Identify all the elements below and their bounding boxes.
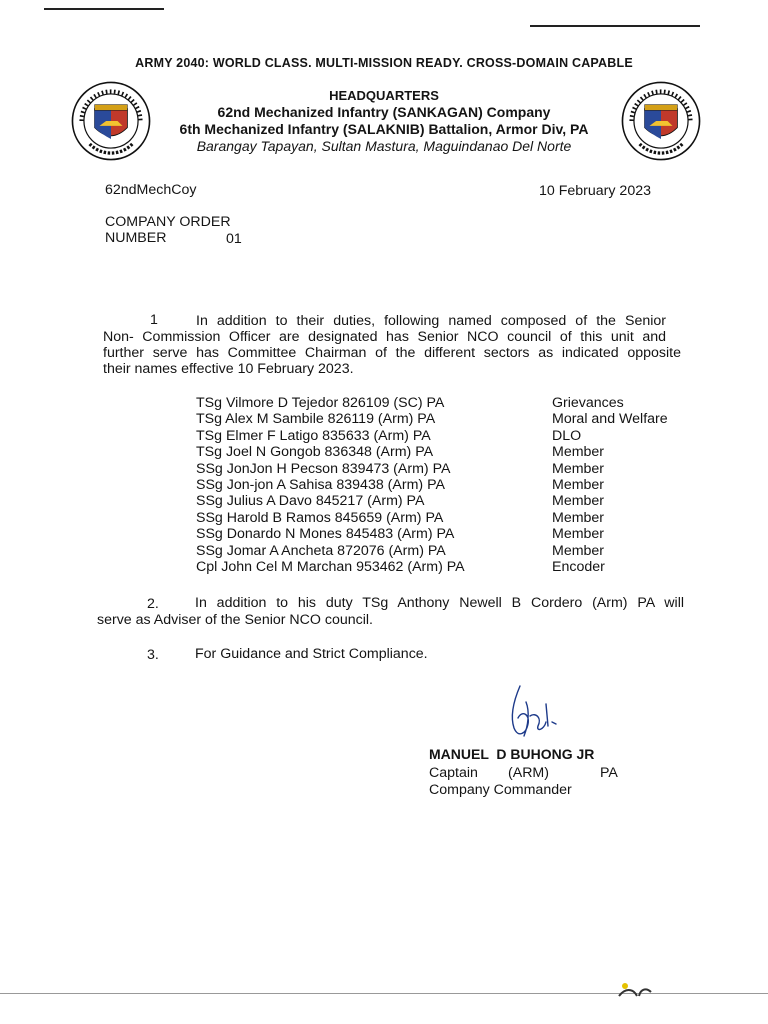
member-role: Member	[552, 542, 605, 559]
office-symbol: 62ndMechCoy	[105, 182, 197, 198]
member-name: SSg Jomar A Ancheta 872076 (Arm) PA	[196, 542, 446, 559]
member-name: TSg Alex M Sambile 826119 (Arm) PA	[196, 411, 436, 428]
signatory-name: MANUEL D BUHONG JR	[429, 746, 595, 762]
scan-edge-line-left	[44, 8, 164, 10]
order-date: 10 February 2023	[539, 183, 651, 199]
member-role: Member	[552, 460, 605, 477]
member-role: Member	[552, 493, 605, 510]
paragraph-1-line-4: their names effective 10 February 2023.	[103, 361, 354, 377]
member-name: Cpl John Cel M Marchan 953462 (Arm) PA	[196, 559, 465, 575]
member-name: SSg Julius A Davo 845217 (Arm) PA	[196, 493, 425, 510]
member-name: TSg Joel N Gongob 836348 (Arm) PA	[196, 444, 434, 461]
signatory-rank: Captain	[429, 765, 478, 781]
member-name: SSg JonJon H Pecson 839473 (Arm) PA	[196, 460, 451, 477]
paragraph-2-line-2: serve as Adviser of the Senior NCO council.	[97, 612, 373, 628]
order-number-value: 01	[226, 231, 242, 247]
signatory-service: PA	[600, 765, 618, 781]
member-name: SSg Donardo N Mones 845483 (Arm) PA	[196, 526, 455, 543]
signatory-branch: (ARM)	[508, 765, 549, 781]
member-name: SSg Jon-jon A Sahisa 839438 (Arm) PA	[196, 477, 445, 493]
paragraph-1-number: 1	[150, 312, 158, 328]
order-title: COMPANY ORDER	[105, 214, 231, 230]
army-motto: ARMY 2040: WORLD CLASS. MULTI-MISSION READY. CROSS-DOMAIN CAPABLE	[135, 56, 633, 70]
letterhead	[0, 87, 768, 155]
scan-edge-line-right	[530, 25, 700, 27]
member-role: Moral and Welfare	[552, 411, 668, 428]
member-role: Grievances	[552, 395, 624, 411]
member-name: TSg Vilmore D Tejedor 826109 (SC) PA	[196, 395, 445, 411]
company-name: 62nd Mechanized Infantry (SANKAGAN) Company	[217, 104, 551, 120]
stamp-fragment-icon	[615, 978, 655, 998]
commander-signature	[500, 682, 570, 749]
paragraph-3-number: 3.	[147, 647, 159, 663]
paragraph-1-line-1: In addition to their duties, following named composed of the Senior	[196, 313, 666, 329]
signature-scribble-icon	[500, 682, 570, 744]
member-role: DLO	[552, 427, 582, 444]
corner-stamp-fragment	[615, 978, 655, 1003]
paragraph-2-line-1: In addition to his duty TSg Anthony Newell B Cordero (Arm) PA will	[195, 595, 684, 611]
member-role: Member	[552, 509, 605, 526]
member-role: Member	[552, 526, 605, 543]
member-name: TSg Elmer F Latigo 835633 (Arm) PA	[196, 427, 431, 444]
battalion-name: 6th Mechanized Infantry (SALAKNIB) Battalion, Armor Div, PA	[179, 121, 589, 137]
order-number-label: NUMBER	[105, 230, 167, 246]
paragraph-3-text: For Guidance and Strict Compliance.	[195, 646, 428, 662]
signatory-position: Company Commander	[429, 782, 572, 798]
paragraph-1-line-3: further serve has Committee Chairman of the different sectors as indicated opposite	[103, 345, 681, 361]
headquarters-label: HEADQUARTERS	[329, 88, 439, 103]
member-role: Member	[552, 444, 605, 461]
member-name: SSg Harold B Ramos 845659 (Arm) PA	[196, 509, 444, 526]
paragraph-2-number: 2.	[147, 596, 159, 612]
unit-address: Barangay Tapayan, Sultan Mastura, Maguindanao Del Norte	[196, 138, 572, 154]
paragraph-1-line-2: Non- Commission Officer are designated has Senior NCO council of this unit and	[103, 329, 666, 345]
member-role: Encoder	[552, 559, 605, 575]
member-role: Member	[552, 477, 605, 493]
